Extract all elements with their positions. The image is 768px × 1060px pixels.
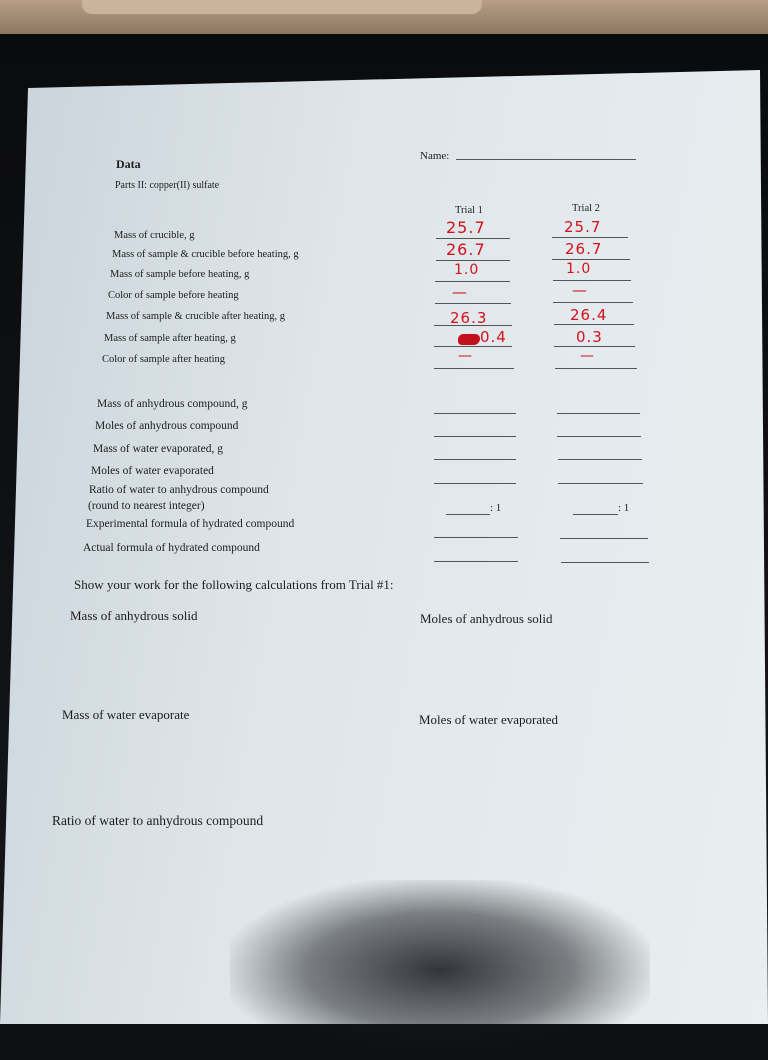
trial2-value-sample-before: 1.0 — [566, 261, 592, 277]
calc-trial1-blank-1 — [434, 413, 516, 414]
calc-label-round: (round to nearest integer) — [88, 500, 205, 512]
calc-trial2-blank-2 — [557, 436, 641, 437]
work-instruction: Show your work for the following calculations from Trial #1: — [74, 577, 394, 592]
trial2-value-color-before: — — [572, 281, 588, 299]
ratio-trial1-blank — [446, 514, 490, 515]
calc-label-mass-water: Mass of water evaporated, g — [93, 443, 223, 455]
trial1-value-sample-crucible-after: 26.3 — [450, 309, 488, 327]
trial1-blank-7 — [434, 368, 514, 369]
trial1-value-color-after: — — [458, 348, 473, 364]
calc-trial1-blank-3 — [434, 459, 516, 460]
trial2-blank-5 — [554, 324, 634, 325]
calc-trial1-blank-2 — [434, 436, 516, 437]
calc-label-ratio: Ratio of water to anhydrous compound — [89, 484, 269, 496]
work-moles-anhydrous: Moles of anhydrous solid — [420, 611, 553, 626]
calc-trial2-blank-3 — [558, 459, 642, 460]
trial2-header: Trial 2 — [572, 203, 600, 214]
calc-label-mass-anhydrous: Mass of anhydrous compound, g — [97, 398, 248, 410]
trial1-blank-3 — [435, 281, 510, 282]
trial2-blank-7 — [555, 368, 637, 369]
work-mass-anhydrous: Mass of anhydrous solid — [70, 608, 198, 623]
trial1-value-sample-before: 1.0 — [454, 262, 480, 278]
trial1-value-color-before: — — [452, 283, 468, 301]
calc-label-actual-formula: Actual formula of hydrated compound — [83, 542, 260, 554]
trial2-value-crucible: 25.7 — [564, 218, 602, 236]
calc-trial1-blank-7 — [434, 561, 518, 562]
calc-trial2-blank-4 — [558, 483, 643, 484]
calc-trial1-blank-4 — [434, 483, 516, 484]
row-label-sample-crucible-before: Mass of sample & crucible before heating, g — [112, 249, 299, 260]
calc-label-moles-anhydrous: Moles of anhydrous compound — [95, 420, 239, 432]
trial2-blank-3 — [553, 280, 631, 281]
row-label-color-after: Color of sample after heating — [102, 354, 226, 365]
laptop-lid-recess — [82, 0, 482, 14]
row-label-sample-before: Mass of sample before heating, g — [110, 269, 250, 280]
trial1-blank-2 — [436, 260, 510, 261]
trial2-value-sample-crucible-before: 26.7 — [565, 240, 603, 258]
ratio-trial1-suffix: : 1 — [490, 502, 502, 514]
calc-trial2-blank-1 — [557, 413, 640, 414]
row-label-crucible: Mass of crucible, g — [114, 230, 195, 241]
work-ratio: Ratio of water to anhydrous compound — [52, 813, 264, 828]
work-mass-water: Mass of water evaporate — [62, 707, 190, 722]
trial1-header: Trial 1 — [455, 205, 483, 216]
trial1-blank-4 — [435, 303, 511, 304]
name-label: Name: — [420, 150, 450, 162]
work-moles-water: Moles of water evaporated — [419, 712, 558, 727]
row-label-color-before: Color of sample before heating — [108, 290, 239, 301]
trial1-blank-1 — [436, 238, 510, 239]
ratio-trial2-blank — [573, 514, 618, 515]
trial2-blank-2 — [552, 259, 630, 260]
trial1-value-crucible: 25.7 — [446, 218, 486, 237]
name-blank — [456, 159, 636, 160]
calc-trial2-blank-7 — [561, 562, 649, 563]
trial2-blank-4 — [553, 302, 633, 303]
trial2-value-sample-after: 0.3 — [576, 328, 603, 346]
calc-trial2-blank-6 — [560, 538, 648, 539]
trial2-blank-6 — [554, 346, 635, 347]
row-label-sample-crucible-after: Mass of sample & crucible after heating, g — [106, 311, 286, 322]
ratio-trial2-suffix: : 1 — [618, 502, 630, 514]
trial2-value-color-after: — — [580, 348, 595, 364]
trial2-value-sample-crucible-after: 26.4 — [570, 306, 608, 324]
calc-label-experimental-formula: Experimental formula of hydrated compound — [86, 518, 295, 530]
part-label: Parts II: copper(II) sulfate — [115, 180, 220, 191]
trial1-blank-6 — [434, 346, 512, 347]
calc-label-moles-water: Moles of water evaporated — [91, 465, 214, 477]
section-title: Data — [116, 157, 141, 171]
calc-trial1-blank-6 — [434, 537, 518, 538]
trial1-value-sample-crucible-before: 26.7 — [446, 240, 486, 259]
trial1-value-sample-after: 0.4 — [480, 328, 507, 346]
trial2-blank-1 — [552, 237, 628, 238]
scribble-mark — [458, 334, 480, 345]
row-label-sample-after: Mass of sample after heating, g — [104, 333, 236, 344]
